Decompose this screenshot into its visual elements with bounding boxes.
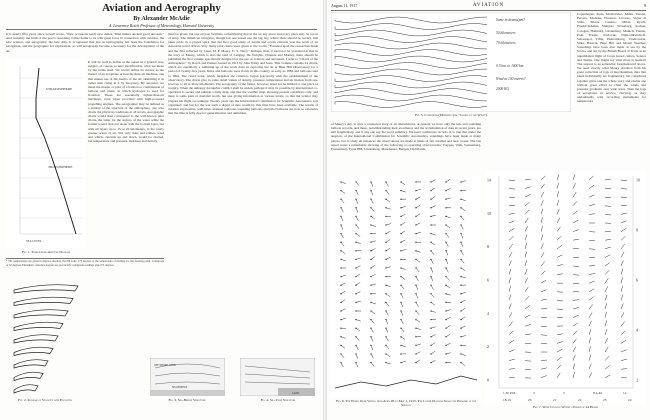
fig7-bottom-label: 22: [578, 398, 582, 402]
fig6-arrow-base: [446, 354, 447, 355]
fig7-right-tick: 8: [636, 227, 638, 233]
fig6-arrow-base: [416, 207, 417, 208]
fig6-arrow-base: [356, 259, 357, 260]
fig6-arrow-base: [431, 207, 432, 208]
fig7-bottom-label: 23: [603, 398, 607, 402]
fig7-x-tick: 3: [533, 391, 535, 395]
fig6-arrow-base: [356, 225, 357, 226]
fig1-label-stratosphere: STRATOSPHERE: [46, 87, 73, 91]
fig6-arrow-base: [446, 190, 447, 191]
figure1-temperature-altitude: [6, 58, 86, 248]
fig6-arrow-base: [356, 345, 357, 346]
fig7-x-tick: 8 A.M.: [593, 391, 603, 395]
fig6-arrow-base: [431, 362, 432, 363]
fig6-arrow-base: [446, 225, 447, 226]
fig6-arrow-base: [371, 225, 372, 226]
fig6-arrow-base: [341, 207, 342, 208]
fig6-arrow-base: [386, 319, 387, 320]
fig6-arrow-base: [386, 336, 387, 337]
figure4-sea-turn: [240, 358, 315, 396]
fig6-arrow-base: [461, 259, 462, 260]
fig6-arrow-base: [356, 250, 357, 251]
fig6-arrow-base: [356, 216, 357, 217]
fig6-arrow-base: [416, 190, 417, 191]
article-author: By Alexander McAdie: [133, 16, 190, 22]
fig7-right-tick: 2: [636, 377, 638, 383]
fig6-arrow-base: [356, 293, 357, 294]
fig6-arrow-base: [461, 190, 462, 191]
fig6-arrow-base: [341, 225, 342, 226]
fig6-arrow-base: [386, 311, 387, 312]
fig6-arrow-base: [386, 225, 387, 226]
fig6-arrow-base: [461, 250, 462, 251]
fig6-arrow-base: [386, 354, 387, 355]
fig6-arrow-base: [401, 336, 402, 337]
fig6-arrow-base: [446, 336, 447, 337]
fig7-right-tick: 10: [636, 177, 640, 183]
fig6-arrow-base: [416, 199, 417, 200]
fig6-arrow-base: [401, 233, 402, 234]
fig6-arrow-base: [386, 207, 387, 208]
fig6-arrow-base: [416, 216, 417, 217]
fig6-arrow-base: [461, 354, 462, 355]
fig6-arrow-base: [341, 362, 342, 363]
fig3-label-offshore: OFF-SHORE WIND: [154, 364, 176, 367]
fig6-arrow-base: [341, 182, 342, 183]
fig7-bottom-label: 18-19: [503, 398, 511, 402]
fig6-arrow-base: [356, 354, 357, 355]
fig6-arrow-base: [371, 268, 372, 269]
fig6-arrow-base: [356, 328, 357, 329]
fig7-x-tick: 5: [563, 391, 565, 395]
fig6-arrow-base: [401, 345, 402, 346]
fig6-arrow-base: [371, 190, 372, 191]
fig6-arrow-base: [461, 311, 462, 312]
fig6-arrow-base: [431, 242, 432, 243]
fig6-arrow-base: [431, 225, 432, 226]
fig6-arrow-base: [341, 199, 342, 200]
fig6-arrow-base: [401, 354, 402, 355]
fig6-arrow-base: [341, 276, 342, 277]
figure6-caption: Fig. 6. The Winds Over Vienna from April 26 to May 1, 1915. The Lower Diagram Shows the Pressure at the Surface: [336, 399, 476, 408]
fig6-arrow-base: [461, 302, 462, 303]
fig6-arrow-base: [356, 242, 357, 243]
fig6-arrow-base: [371, 276, 372, 277]
fig6-arrow-base: [416, 259, 417, 260]
left-page: [0, 0, 323, 420]
fig6-arrow-base: [431, 328, 432, 329]
fig6-arrow-base: [461, 328, 462, 329]
fig6-arrow-base: [461, 233, 462, 234]
fig6-arrow-base: [341, 233, 342, 234]
fig6-arrow-base: [431, 182, 432, 183]
fig6-arrow-base: [431, 199, 432, 200]
fig7-left-tick: 0: [487, 377, 489, 383]
fig6-arrow-base: [386, 302, 387, 303]
fig6-arrow-base: [341, 345, 342, 346]
fig6-arrow-base: [386, 259, 387, 260]
column2-text: must be given, but one all past facilities, remembering that in the air any place and every place may be a port of entry. The American navigator, though but one vessel one the big bay, where there should be twenty, still takes pride in a proper spirit that the first good study of winds and ocean currents was the work of an American naval officer. Very many pilot charts were given to the world. "Founded upon the researches made and the data collected by Lieut. M. F. Maury, U. S. Navy." Perhaps, then, it need not be wondered at that in the navy of Maury, which is also the land of Langley, the Wrights, Chanute and Manley, there should be published the first volume specifically designed for the use of aviators and aeronauts. I refer to "Charts of the Atmosphere," by Rotch and Palmer, issued in 1911 by John Wiley and Sons. This volume contains 24 charts, which are essentially a summing up of the work done in exploring the air at Blue Hill Observatory for a period of twenty-five years. Kites and balloons were flown in this country as early as 1884 and balloons sent to 1904. The cloud work, which furnishes the criterion, began practically with the establishment of the observatory. The charts give in some detail values of density, pressure, temperature and air motion from sea-level up to 10 or more kilometers. The aerography of the future, however, must not be limited to one place or country. When the unhappy Kronprinz conflict shall be ended, perhaps it may be possible by international co-operation to secure and publish a daily map, and like the weather map, showing present conditions only, and there is some plan of doubtful worth, but one giving information at various levels, so that the aviator may prepare his flight accordingly. Twenty years ago the International Commission for Scientific Aeronautics was organized, and but for the war such a digest of data would by this time have been available. The results of aviation exploration, with kites, manned balloons, sounding balloons and pilot balloons are now so extensive that the time is fully ripe for generalization and definition.: [168, 32, 318, 115]
fig6-arrow-base: [386, 276, 387, 277]
fig6-arrow-base: [341, 259, 342, 260]
fig6-arrow-base: [401, 328, 402, 329]
fig6-arrow-base: [461, 216, 462, 217]
title-rule: [6, 29, 317, 30]
fig6-arrow-base: [446, 302, 447, 303]
fig6-arrow-base: [431, 190, 432, 191]
fig6-arrow-base: [356, 190, 357, 191]
figure2-caption: Fig. 2. Increase of Velocity with Elevation: [18, 398, 72, 402]
fig7-x-tick: 1.30 P.M.: [503, 391, 517, 395]
fig6-arrow-base: [386, 268, 387, 269]
fig6-arrow-base: [401, 362, 402, 363]
fig6-arrow-base: [371, 233, 372, 234]
fig6-arrow-base: [356, 268, 357, 269]
fig6-arrow-base: [431, 302, 432, 303]
fig6-arrow-base: [371, 345, 372, 346]
header-page-number: 9: [644, 3, 646, 8]
fig6-arrow-base: [401, 276, 402, 277]
fig6-arrow-base: [461, 345, 462, 346]
fig7-right-tick: 4: [636, 327, 638, 333]
fig6-arrow-base: [416, 319, 417, 320]
fig6-arrow-base: [431, 336, 432, 337]
fig7-right-tick: 6: [636, 277, 638, 283]
column1-intro: It is nearly fifty years since Lowell wrote, "New occasions teach new duties. Time makes ancient good uncouth." And certainly the truth of the poet's reasoning comes home to us with great force in connection with aviation, the new science, and aerography, the new duty. It is apparent that just as hydrography has been the foundation for navigation, and the geographer for exploration, so will aerography become a necessity for the development of the air.: [6, 32, 164, 53]
fig2-velocity-band: [14, 335, 58, 343]
fig6-arrow-base: [446, 362, 447, 363]
fig6-arrow-base: [446, 250, 447, 251]
fig6-arrow-base: [341, 190, 342, 191]
fig2-velocity-band: [14, 372, 43, 380]
fig6-arrow-base: [416, 182, 417, 183]
fig6-arrow-base: [371, 207, 372, 208]
fig6-arrow-base: [416, 336, 417, 337]
fig6-arrow-base: [371, 285, 372, 286]
fig6-arrow-base: [341, 336, 342, 337]
fig6-arrow-base: [386, 362, 387, 363]
fig7-left-tick: 10: [487, 210, 491, 216]
fig5-label-6: 2000 KG: [496, 87, 510, 91]
fig6-arrow-base: [461, 268, 462, 269]
fig6-arrow-base: [431, 268, 432, 269]
fig6-arrow-base: [461, 225, 462, 226]
fig6-arrow-base: [401, 293, 402, 294]
figure3-caption: Fig. 3. Sea-Breeze Structure: [168, 398, 206, 402]
header-title: AVIATION: [472, 3, 505, 8]
fig6-arrow-base: [371, 362, 372, 363]
fig6-arrow-base: [401, 216, 402, 217]
fig2-velocity-band: [14, 285, 78, 293]
fig2-velocity-band: [14, 297, 73, 305]
fig6-arrow-base: [371, 354, 372, 355]
fig6-arrow-base: [446, 311, 447, 312]
fig6-arrow-base: [371, 199, 372, 200]
fig6-arrow-base: [401, 250, 402, 251]
fig6-arrow-base: [416, 233, 417, 234]
fig6-arrow-base: [341, 319, 342, 320]
fig6-arrow-base: [371, 216, 372, 217]
fig7-left-tick: 14: [487, 177, 491, 183]
fig5-label-1: Same in drama/pm?: [496, 18, 525, 22]
fig6-arrow-base: [446, 259, 447, 260]
fig6-arrow-base: [431, 345, 432, 346]
fig6-arrow-base: [446, 233, 447, 234]
fig6-arrow-base: [371, 242, 372, 243]
right-page: [327, 0, 650, 420]
fig6-arrow-base: [356, 233, 357, 234]
figure5-caption: Fig. 5. Conditions (Modified from "Charts of the Wind"): [415, 113, 487, 117]
fig6-arrow-base: [431, 233, 432, 234]
fig6-arrow-base: [386, 216, 387, 217]
footnote: * The temperatures are given in degrees absolute, the 0th scale, 273 degrees or the temperature of melting ice, the freezing point. Centigrade or 32 degrees Fahrenheit. Absolute degrees are practically Centigrade readings plus 273 degrees.: [6, 260, 164, 267]
fig5-label-4: 0 5 km. to 1000 km: [496, 64, 524, 68]
fig6-arrow-base: [356, 285, 357, 286]
fig6-arrow-base: [416, 362, 417, 363]
footnote-rule: [6, 258, 164, 259]
fig5-label-2: 50 kilometers: [496, 31, 516, 35]
fig6-arrow-base: [446, 216, 447, 217]
fig6-arrow-base: [431, 276, 432, 277]
fig6-arrow-base: [446, 199, 447, 200]
fig6-arrow-base: [356, 362, 357, 363]
fig6-arrow-base: [341, 216, 342, 217]
fig6-arrow-base: [401, 268, 402, 269]
fig6-arrow-base: [401, 225, 402, 226]
fig6-arrow-base: [461, 199, 462, 200]
fig7-bottom-label: 21: [553, 398, 557, 402]
fig6-arrow-base: [386, 242, 387, 243]
fig6-arrow-base: [356, 336, 357, 337]
fig6-arrow-base: [446, 182, 447, 183]
fig6-arrow-base: [371, 250, 372, 251]
fig6-arrow-base: [371, 336, 372, 337]
fig6-arrow-base: [341, 268, 342, 269]
fig6-arrow-base: [386, 345, 387, 346]
header-date: August 11, 1917: [331, 3, 358, 8]
fig6-arrow-base: [431, 259, 432, 260]
fig6-arrow-base: [386, 199, 387, 200]
fig6-arrow-base: [416, 328, 417, 329]
figure5-wind-map: [331, 12, 571, 112]
fig6-arrow-base: [416, 285, 417, 286]
fig6-arrow-base: [341, 242, 342, 243]
fig6-arrow-base: [431, 216, 432, 217]
fig1-label-sea-level: SEA LEVEL: [26, 239, 42, 243]
figure7-wind-changes: [485, 170, 646, 404]
figure1-caption: Fig. 1. Temperature-Altitude Diagram: [22, 250, 70, 254]
article-title: Aviation and Aerography: [102, 2, 221, 14]
fig6-arrow-base: [341, 354, 342, 355]
fig6-arrow-base: [416, 302, 417, 303]
fig6-arrow-base: [341, 302, 342, 303]
fig6-arrow-base: [356, 276, 357, 277]
fig6-arrow-base: [401, 259, 402, 260]
fig6-arrow-base: [356, 311, 357, 312]
fig6-arrow-base: [401, 190, 402, 191]
fig6-arrow-base: [416, 293, 417, 294]
fig6-arrow-base: [431, 354, 432, 355]
fig6-arrow-base: [446, 293, 447, 294]
fig6-arrow-base: [371, 182, 372, 183]
fig6-arrow-base: [446, 207, 447, 208]
fig6-arrow-base: [371, 328, 372, 329]
fig6-arrow-base: [461, 362, 462, 363]
fig6-arrow-base: [416, 225, 417, 226]
fig6-arrow-base: [416, 242, 417, 243]
fig7-bottom-label: 24: [628, 398, 632, 402]
fig6-arrow-base: [356, 319, 357, 320]
fig6-arrow-base: [401, 199, 402, 200]
fig5-label-5: Wind at 100 metres?: [496, 77, 526, 81]
fig6-arrow-base: [416, 354, 417, 355]
fig6-arrow-base: [461, 293, 462, 294]
fig3-label-seabreeze: SEA BREEZE: [172, 386, 188, 389]
fig6-arrow-base: [461, 319, 462, 320]
fig6-arrow-base: [401, 207, 402, 208]
fig6-arrow-base: [461, 285, 462, 286]
fig6-arrow-base: [386, 250, 387, 251]
fig6-arrow-base: [461, 336, 462, 337]
fig6-arrow-base: [416, 311, 417, 312]
figure6-vienna-winds: [331, 176, 481, 398]
figure3-sea-breeze: [150, 358, 225, 396]
article-affiliation: A. Lawrence Rotch Professor of Meteorology, Harvard University: [108, 23, 215, 28]
fig6-arrow-base: [446, 328, 447, 329]
fig6-arrow-base: [341, 311, 342, 312]
fig6-arrow-base: [356, 199, 357, 200]
figure7-caption: Fig. 7. Wind Changes Within a Period of 24 Hours: [533, 405, 598, 409]
fig6-arrow-base: [416, 250, 417, 251]
fig6-arrow-base: [401, 182, 402, 183]
fig6-arrow-base: [356, 182, 357, 183]
fig6-arrow-base: [401, 285, 402, 286]
fig6-arrow-base: [371, 302, 372, 303]
fig6-arrow-base: [446, 276, 447, 277]
fig6-arrow-base: [386, 182, 387, 183]
fig6-arrow-base: [371, 259, 372, 260]
fig6-arrow-base: [386, 328, 387, 329]
fig6-arrow-base: [341, 250, 342, 251]
fig6-arrow-base: [356, 302, 357, 303]
fig6-arrow-base: [416, 268, 417, 269]
fig1-label-troposphere: TROPOSPHERE: [48, 165, 73, 169]
fig6-arrow-base: [386, 285, 387, 286]
fig6-arrow-base: [416, 276, 417, 277]
middle-column-text: of Maury's day, to give a connected story of air disturbances, at present we have only the kite and sounding balloon records, and these, notwithstanding their excellence and the accumulation of data in recent years, are still fragmentary, and if any one say the word summary. We need continuous records. It is true that under the auspices of the International Commission for Scientific Aeronautics, soundings have been made at many places, but to study all instances the observations are made at times of fair weather and near coasts. The last report notes a remarkable showing of the following co-operating observatories: Trappes, Vinh, Sonnenberg, Friesenberg, Tyrus Hill, Lindenberg, Manchester, Bergen, Christiania,: [331, 122, 481, 151]
fig7-left-tick: 4: [487, 310, 489, 316]
fig6-arrow-base: [386, 233, 387, 234]
fig6-arrow-base: [416, 345, 417, 346]
fig6-arrow-base: [446, 319, 447, 320]
fig6-arrow-base: [461, 207, 462, 208]
fig6-arrow-base: [446, 242, 447, 243]
figure4-caption: Fig. 4. Sea-Turn Structure: [260, 398, 296, 402]
fig2-velocity-band: [14, 385, 38, 393]
fig6-arrow-base: [341, 285, 342, 286]
fig7-left-tick: 6: [487, 277, 489, 283]
fig6-arrow-base: [431, 319, 432, 320]
header-rule: [331, 10, 646, 11]
fig6-arrow-base: [341, 293, 342, 294]
fig7-x-tick: 12: [623, 391, 627, 395]
fig6-arrow-base: [401, 319, 402, 320]
fig6-arrow-base: [401, 302, 402, 303]
fig6-arrow-base: [431, 250, 432, 251]
column1-body: It will be well to define at the outset in a general way, subject, of course, to later modification, what we mean by the terms used. We would define an aviator as the master of an aeroplane or heavier-than-air machine, one that makes use of the inertia of the air, skimming it as rather than rising in it by buoyancy. By aeronaut, we mean the master or pilot of a balloon or combination of balloon and plane, in which hydrogen is used for flotation. These are essentially lighter-than-air machines, even when provided with high-powered propelling engines. The aerographer may be defined as a student of the structure of the atmosphere, one who charts the physical conditions at all levels. Aerographic charts would then correspond to the well-known pilot charts, the latter for the surface of the water while the former would deal not alone with the bottom layer, but with all layers up to 15 or 20 kilometers, in the vastly greater ocean of air. Not only tides and eddies, wind and whirls, currents up and down, would be charted, but temperature and pressure, moisture and density.: [88, 60, 164, 143]
fig6-arrow-base: [401, 242, 402, 243]
fig6-arrow-base: [371, 293, 372, 294]
fig6-arrow-base: [371, 319, 372, 320]
fig6-arrow-base: [431, 311, 432, 312]
fig2-velocity-band: [14, 360, 48, 368]
fig2-velocity-band: [14, 347, 53, 355]
fig6-arrow-base: [446, 345, 447, 346]
fig6-arrow-base: [371, 311, 372, 312]
fig6-arrow-base: [446, 285, 447, 286]
fig2-velocity-band: [14, 310, 68, 318]
fig7-left-tick: 2: [487, 344, 489, 350]
fig2-velocity-band: [14, 322, 63, 330]
fig7-bottom-label: 20: [528, 398, 532, 402]
fig6-arrow-base: [431, 285, 432, 286]
fig6-arrow-base: [386, 190, 387, 191]
fig6-arrow-base: [446, 268, 447, 269]
fig6-arrow-base: [356, 207, 357, 208]
fig6-arrow-base: [386, 293, 387, 294]
fig6-arrow-base: [461, 276, 462, 277]
right-column-text: Copenhagen, Paris, Montevideo, Milan, Verona, Ferrara, Modena, Florence, Livorno, Vigna di Valle, Monte Cassino, Milan, Rysch, Friedrichshafen, Stuttgart, Strassburg, Aachen, Cologne, Hamburg, Lindenberg, Munich, Vienna, Pola, Trieste, Pavlovsk, Nijni-Olkvitchoff, Sebastopol, Tiflis, Ekaterinburg, Vladivostok, Sitka, Batavia, Blue Hill and Mount Weather. Soundings have been also made at sea by the Scotia, and not by the British Board of Trade as an unpublished flight of Coast Guard cutters, Seneca and Tampa. One might say what more is needed? The answer is as somewhat foreshadowed above. We need exactly what Maury obtained from his great collection of logs of merchantmen, data that taken individually are fragmentary, but considered together gives one the whole story and enable one without great effort to chart the winds and pressure gradients over wide areas. Thus the logs of aeroplanes in service, carrying, as they undoubtedly will, recording instruments for temperature: [577, 12, 646, 104]
fig6-arrow-base: [461, 242, 462, 243]
fig6-arrow-base: [341, 328, 342, 329]
fig7-left-tick: 8: [487, 244, 489, 250]
fig6-arrow-base: [461, 182, 462, 183]
fig6-arrow-base: [401, 311, 402, 312]
fig4-label-land: LAND: [292, 392, 300, 395]
figure2-velocity-elevation: [10, 278, 80, 396]
fig6-arrow-base: [431, 293, 432, 294]
fig5-label-3: 70 kilometers: [496, 41, 516, 45]
